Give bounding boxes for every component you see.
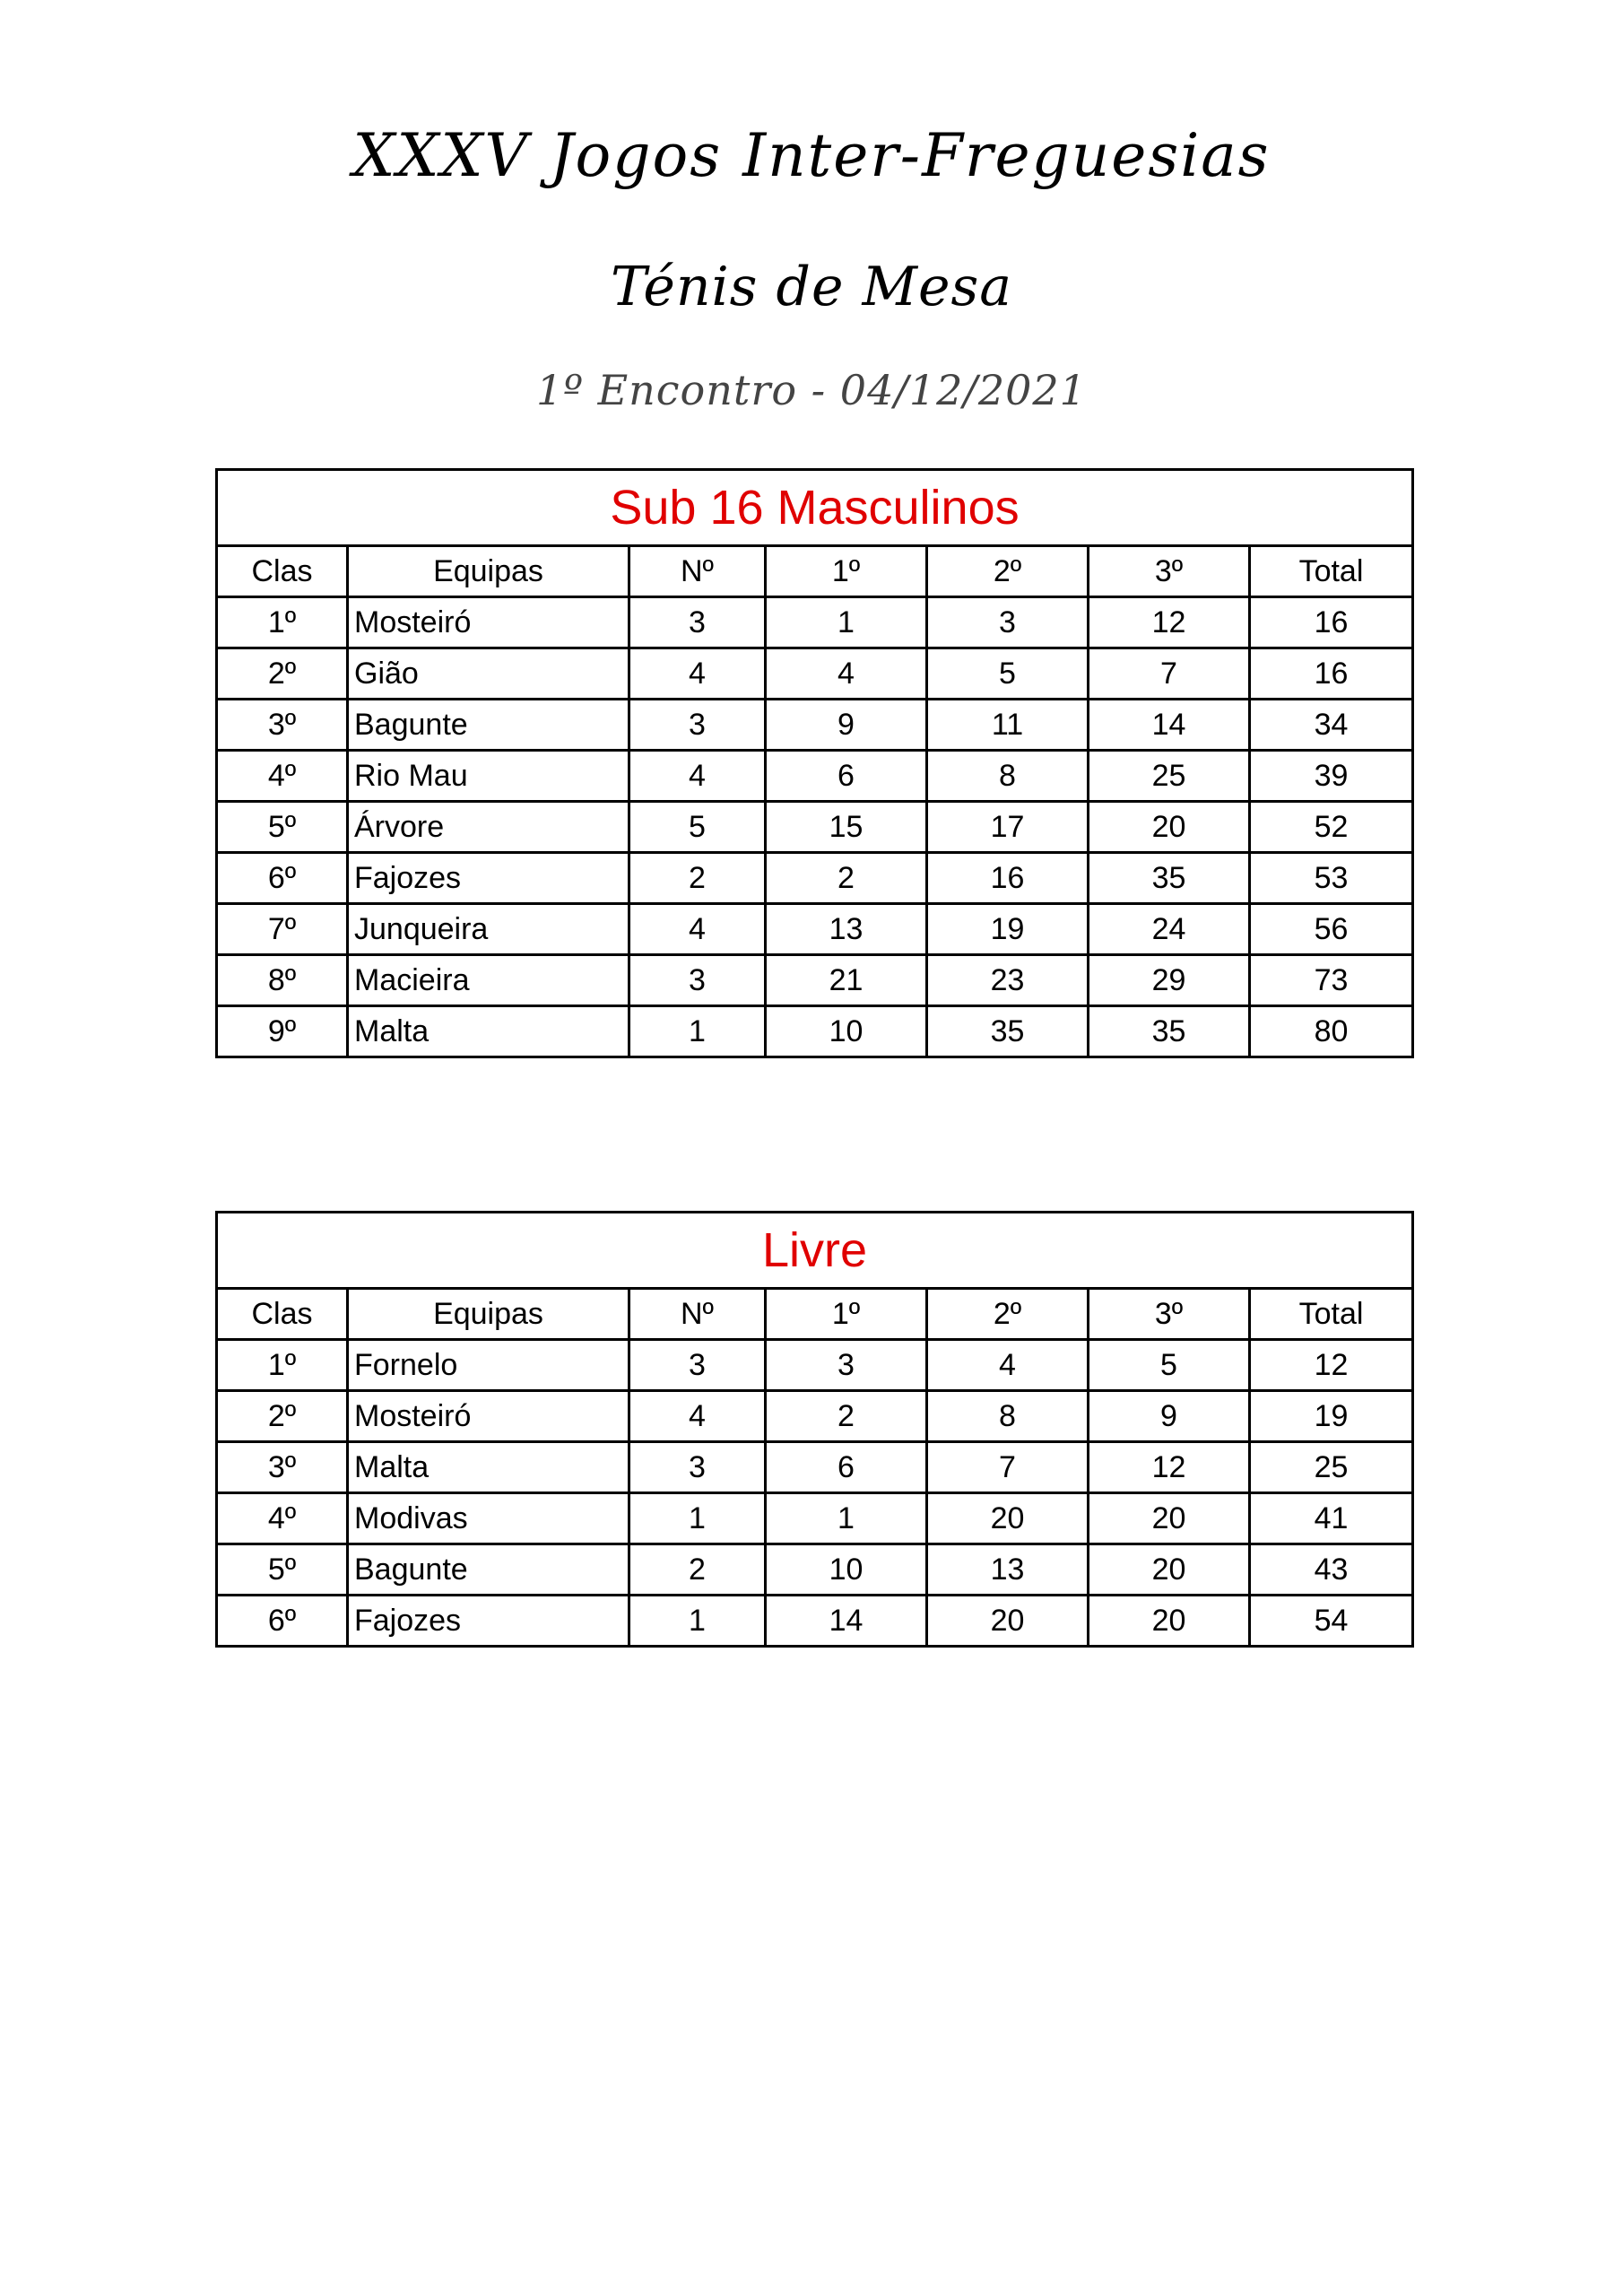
cell-total: 56	[1250, 904, 1413, 955]
cell-equipas: Bagunte	[348, 700, 629, 751]
cell-num: 1	[629, 1006, 766, 1057]
cell-total: 39	[1250, 751, 1413, 802]
cell-third: 12	[1089, 1442, 1250, 1493]
cell-total: 34	[1250, 700, 1413, 751]
cell-equipas: Fajozes	[348, 853, 629, 904]
cell-total: 54	[1250, 1596, 1413, 1647]
table-row	[217, 955, 1413, 1006]
cell-total: 43	[1250, 1544, 1413, 1596]
cell-total: 16	[1250, 597, 1413, 648]
cell-clas: 5º	[217, 802, 348, 853]
document-title: XXXV Jogos Inter-Freguesias	[352, 121, 1271, 190]
table-caption: Livre	[217, 1213, 1413, 1289]
cell-clas: 2º	[217, 648, 348, 700]
table-caption: Sub 16 Masculinos	[217, 470, 1413, 546]
cell-second: 7	[927, 1442, 1089, 1493]
cell-clas: 5º	[217, 1544, 348, 1596]
cell-clas: 2º	[217, 1391, 348, 1442]
document-subtitle: Ténis de Mesa	[610, 256, 1013, 318]
table-row	[217, 648, 1413, 700]
table-row	[217, 1006, 1413, 1057]
cell-num: 2	[629, 1544, 766, 1596]
column-header-first: 1º	[766, 1289, 927, 1340]
cell-equipas: Fornelo	[348, 1340, 629, 1391]
cell-num: 4	[629, 751, 766, 802]
cell-num: 1	[629, 1596, 766, 1647]
cell-second: 11	[927, 700, 1089, 751]
cell-second: 35	[927, 1006, 1089, 1057]
cell-clas: 3º	[217, 700, 348, 751]
cell-third: 35	[1089, 853, 1250, 904]
results-table-sub16	[215, 468, 1414, 1058]
cell-clas: 7º	[217, 904, 348, 955]
cell-total: 16	[1250, 648, 1413, 700]
cell-first: 6	[766, 751, 927, 802]
cell-num: 4	[629, 904, 766, 955]
cell-second: 4	[927, 1340, 1089, 1391]
cell-second: 19	[927, 904, 1089, 955]
cell-total: 12	[1250, 1340, 1413, 1391]
cell-num: 4	[629, 1391, 766, 1442]
cell-third: 20	[1089, 1544, 1250, 1596]
column-header-clas: Clas	[217, 546, 348, 597]
cell-clas: 1º	[217, 597, 348, 648]
cell-num: 3	[629, 955, 766, 1006]
cell-clas: 4º	[217, 751, 348, 802]
cell-equipas: Rio Mau	[348, 751, 629, 802]
cell-second: 16	[927, 853, 1089, 904]
cell-equipas: Macieira	[348, 955, 629, 1006]
table-row	[217, 904, 1413, 955]
cell-first: 2	[766, 1391, 927, 1442]
cell-num: 1	[629, 1493, 766, 1544]
cell-equipas: Fajozes	[348, 1596, 629, 1647]
table-row	[217, 1340, 1413, 1391]
cell-num: 3	[629, 700, 766, 751]
cell-clas: 6º	[217, 1596, 348, 1647]
cell-first: 1	[766, 597, 927, 648]
cell-num: 5	[629, 802, 766, 853]
cell-third: 12	[1089, 597, 1250, 648]
cell-first: 1	[766, 1493, 927, 1544]
cell-third: 35	[1089, 1006, 1250, 1057]
cell-total: 73	[1250, 955, 1413, 1006]
table-row	[217, 1493, 1413, 1544]
cell-first: 4	[766, 648, 927, 700]
table-row	[217, 802, 1413, 853]
column-header-third: 3º	[1089, 1289, 1250, 1340]
column-header-equipas: Equipas	[348, 546, 629, 597]
cell-num: 3	[629, 597, 766, 648]
cell-total: 19	[1250, 1391, 1413, 1442]
cell-third: 20	[1089, 1493, 1250, 1544]
column-header-num: Nº	[629, 546, 766, 597]
table-caption-row	[217, 1213, 1413, 1289]
cell-clas: 6º	[217, 853, 348, 904]
cell-second: 17	[927, 802, 1089, 853]
table-row	[217, 751, 1413, 802]
table-header-row	[217, 1289, 1413, 1340]
column-header-first: 1º	[766, 546, 927, 597]
cell-first: 3	[766, 1340, 927, 1391]
column-header-clas: Clas	[217, 1289, 348, 1340]
table-row	[217, 1391, 1413, 1442]
column-header-total: Total	[1250, 546, 1413, 597]
cell-equipas: Modivas	[348, 1493, 629, 1544]
cell-total: 80	[1250, 1006, 1413, 1057]
cell-second: 13	[927, 1544, 1089, 1596]
table-row	[217, 853, 1413, 904]
column-header-num: Nº	[629, 1289, 766, 1340]
cell-third: 14	[1089, 700, 1250, 751]
table-row	[217, 700, 1413, 751]
cell-clas: 8º	[217, 955, 348, 1006]
cell-first: 14	[766, 1596, 927, 1647]
cell-second: 23	[927, 955, 1089, 1006]
table-row	[217, 1544, 1413, 1596]
cell-clas: 1º	[217, 1340, 348, 1391]
cell-total: 25	[1250, 1442, 1413, 1493]
table-header-row	[217, 546, 1413, 597]
cell-equipas: Malta	[348, 1006, 629, 1057]
table-row	[217, 1442, 1413, 1493]
cell-total: 53	[1250, 853, 1413, 904]
cell-equipas: Gião	[348, 648, 629, 700]
column-header-second: 2º	[927, 546, 1089, 597]
cell-second: 20	[927, 1596, 1089, 1647]
cell-third: 25	[1089, 751, 1250, 802]
cell-first: 15	[766, 802, 927, 853]
cell-equipas: Malta	[348, 1442, 629, 1493]
cell-equipas: Mosteiró	[348, 1391, 629, 1442]
cell-first: 2	[766, 853, 927, 904]
column-header-second: 2º	[927, 1289, 1089, 1340]
cell-equipas: Mosteiró	[348, 597, 629, 648]
cell-clas: 9º	[217, 1006, 348, 1057]
cell-total: 52	[1250, 802, 1413, 853]
cell-third: 9	[1089, 1391, 1250, 1442]
table-row	[217, 1596, 1413, 1647]
cell-third: 29	[1089, 955, 1250, 1006]
cell-num: 3	[629, 1340, 766, 1391]
cell-first: 10	[766, 1544, 927, 1596]
cell-second: 8	[927, 751, 1089, 802]
cell-third: 24	[1089, 904, 1250, 955]
cell-second: 5	[927, 648, 1089, 700]
cell-equipas: Árvore	[348, 802, 629, 853]
column-header-equipas: Equipas	[348, 1289, 629, 1340]
cell-second: 8	[927, 1391, 1089, 1442]
meeting-date: 1º Encontro - 04/12/2021	[536, 366, 1087, 414]
cell-first: 9	[766, 700, 927, 751]
column-header-third: 3º	[1089, 546, 1250, 597]
cell-first: 21	[766, 955, 927, 1006]
cell-num: 2	[629, 853, 766, 904]
cell-num: 3	[629, 1442, 766, 1493]
cell-third: 20	[1089, 1596, 1250, 1647]
cell-total: 41	[1250, 1493, 1413, 1544]
column-header-total: Total	[1250, 1289, 1413, 1340]
cell-second: 20	[927, 1493, 1089, 1544]
cell-first: 10	[766, 1006, 927, 1057]
cell-equipas: Bagunte	[348, 1544, 629, 1596]
table-caption-row	[217, 470, 1413, 546]
cell-second: 3	[927, 597, 1089, 648]
cell-first: 6	[766, 1442, 927, 1493]
table-row	[217, 597, 1413, 648]
cell-clas: 3º	[217, 1442, 348, 1493]
results-table-livre	[215, 1211, 1414, 1648]
cell-num: 4	[629, 648, 766, 700]
cell-third: 5	[1089, 1340, 1250, 1391]
cell-equipas: Junqueira	[348, 904, 629, 955]
cell-third: 20	[1089, 802, 1250, 853]
cell-first: 13	[766, 904, 927, 955]
cell-clas: 4º	[217, 1493, 348, 1544]
cell-third: 7	[1089, 648, 1250, 700]
